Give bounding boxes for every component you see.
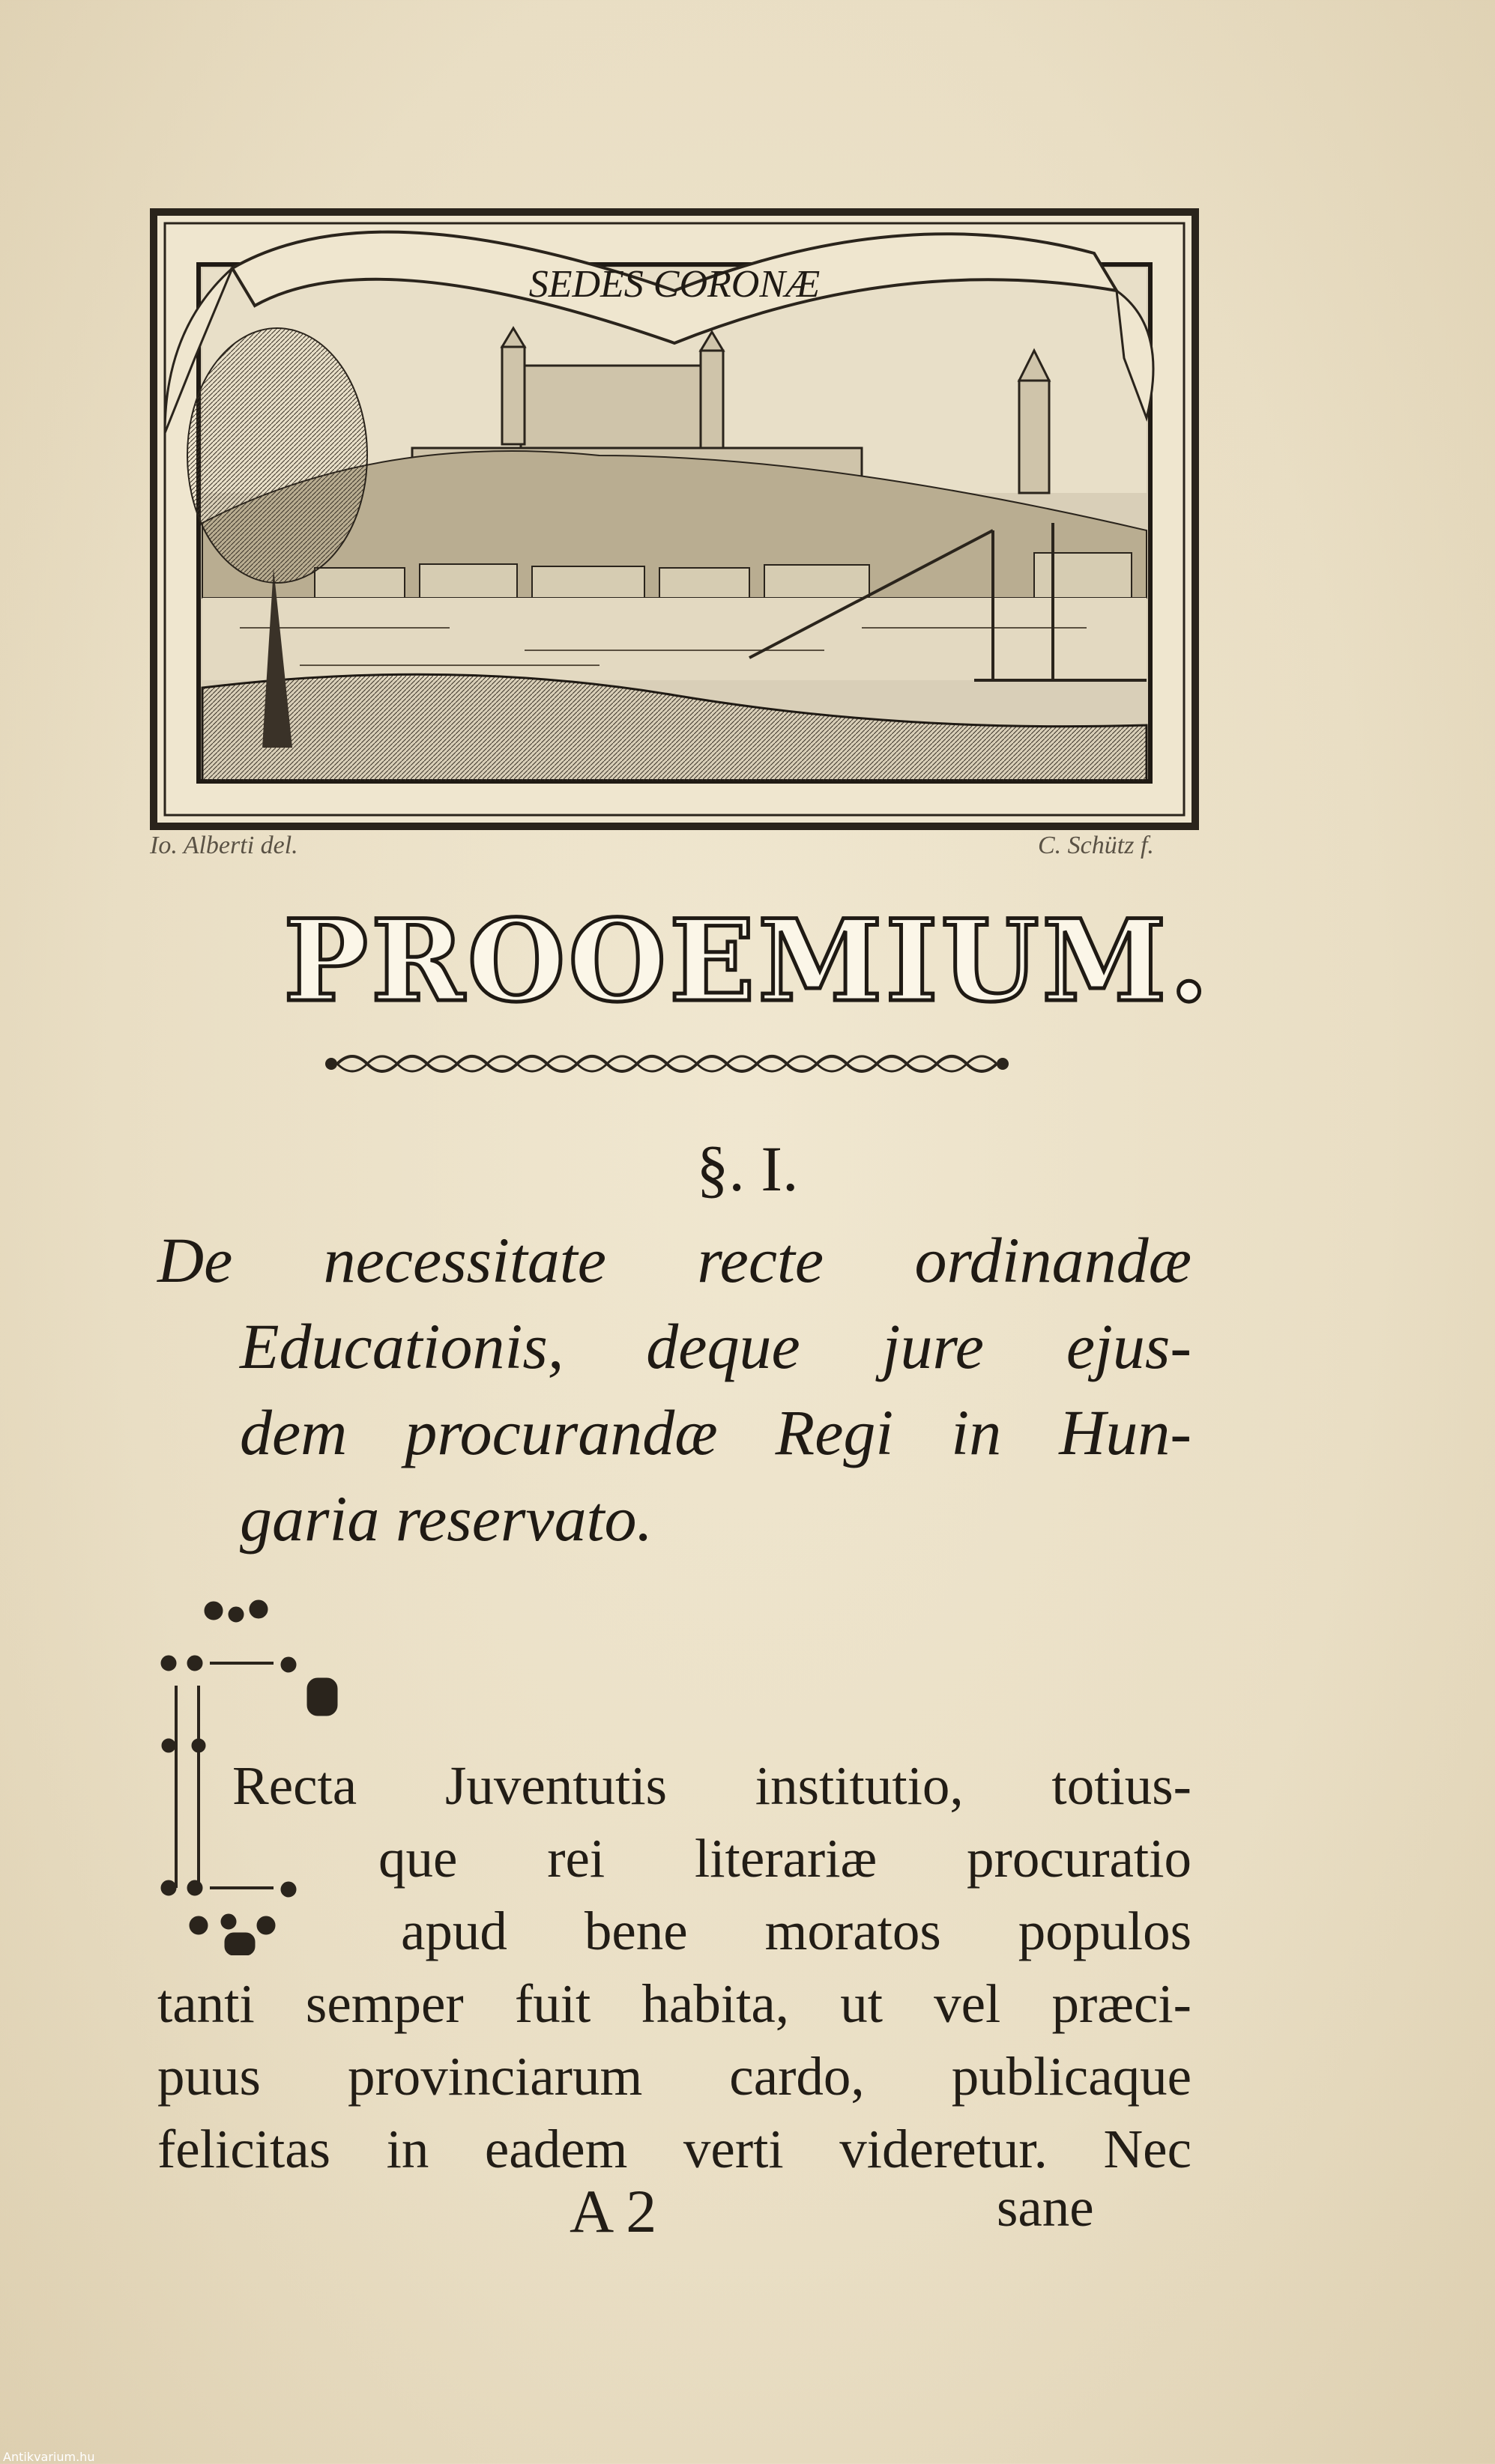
body-line: puus provinciarum cardo, publicaque bbox=[157, 2046, 1192, 2107]
section-number: §. I. bbox=[696, 1133, 799, 1205]
heading-line: dem procurandæ Regi in Hun- bbox=[240, 1396, 1192, 1468]
engraving-credit-left: Io. Alberti del. bbox=[150, 832, 298, 859]
body-line: Recta Juventutis institutio, totius- bbox=[232, 1755, 1192, 1816]
engraving-illustration bbox=[150, 208, 1199, 830]
heading-line: De necessitate recte ordinandæ bbox=[157, 1224, 1192, 1296]
catchword: sane bbox=[997, 2177, 1094, 2238]
body-line: tanti semper fuit habita, ut vel præci- bbox=[157, 1973, 1192, 2034]
body-line: felicitas in eadem verti videretur. Nec bbox=[157, 2119, 1192, 2179]
body-text bbox=[157, 1749, 1192, 2185]
banner-text: SEDES CORONÆ bbox=[528, 263, 821, 306]
page-title: PROOEMIUM. bbox=[283, 895, 1212, 1027]
section-heading bbox=[157, 1217, 1192, 1562]
body-line: apud bene moratos populos bbox=[401, 1901, 1192, 1961]
engraving-credit-right: C. Schütz f. bbox=[1038, 832, 1154, 859]
signature-mark: A 2 bbox=[570, 2177, 657, 2245]
heading-line: Educationis, deque jure ejus- bbox=[240, 1310, 1192, 1382]
watermark: Antikvarium.hu bbox=[3, 2450, 95, 2464]
heading-line: garia reservato. bbox=[240, 1483, 653, 1555]
body-line: que rei literariæ procuratio bbox=[378, 1828, 1192, 1889]
ornamental-rule bbox=[322, 1045, 1012, 1083]
